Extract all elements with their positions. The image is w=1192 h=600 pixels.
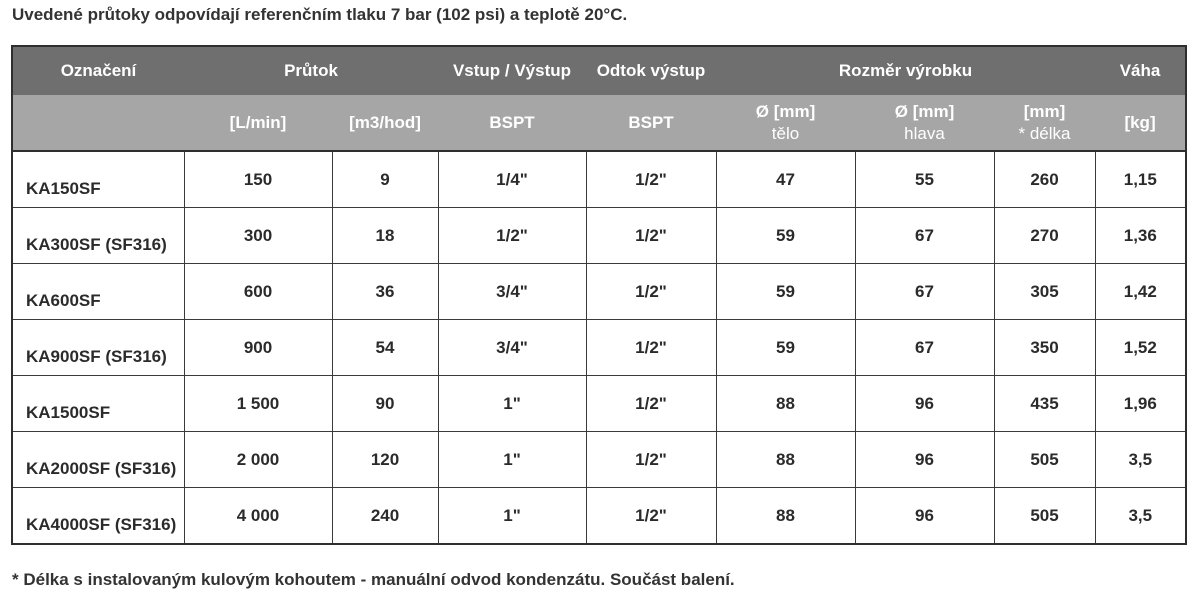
cell-length: 350	[994, 320, 1095, 376]
cell-model: KA1500SF	[12, 376, 184, 432]
cell-body: 88	[716, 376, 855, 432]
cell-drain: 1/2"	[586, 376, 716, 432]
header-empty	[12, 95, 184, 151]
table-header	[12, 46, 1186, 151]
cell-body: 59	[716, 264, 855, 320]
table-body	[12, 151, 1186, 544]
header-body-label: tělo	[771, 123, 800, 143]
cell-model: KA900SF (SF316)	[12, 320, 184, 376]
cell-flow-m3h: 90	[332, 376, 438, 432]
table-row	[12, 320, 1186, 376]
header-length-label: * délka	[1018, 123, 1071, 143]
cell-flow-m3h: 54	[332, 320, 438, 376]
cell-inlet: 3/4"	[438, 320, 586, 376]
cell-weight: 1,96	[1095, 376, 1186, 432]
header-inlet-outlet: Vstup / Výstup	[438, 46, 586, 95]
header-weight-unit: [kg]	[1095, 95, 1186, 151]
table-row	[12, 432, 1186, 488]
header-designation: Označení	[12, 46, 184, 95]
cell-flow-lmin: 300	[184, 208, 332, 264]
intro-note: Uvedené průtoky odpovídají referenčním tlaku 7 bar (102 psi) a teplotě 20°C.	[12, 5, 628, 24]
header-length-unit: [mm]	[1023, 101, 1066, 121]
footnote: * Délka s instalovaným kulovým kohoutem - manuální odvod kondenzátu. Součást balení.	[12, 570, 735, 589]
cell-body: 59	[716, 208, 855, 264]
cell-body: 59	[716, 320, 855, 376]
cell-head: 55	[855, 151, 994, 208]
cell-inlet: 1"	[438, 432, 586, 488]
spec-table	[11, 45, 1187, 545]
header-head	[855, 95, 994, 151]
cell-flow-lmin: 2 000	[184, 432, 332, 488]
table-row	[12, 488, 1186, 545]
header-weight: Váha	[1095, 46, 1186, 95]
header-body-diameter: Ø [mm]	[755, 101, 816, 121]
cell-weight: 1,15	[1095, 151, 1186, 208]
cell-head: 96	[855, 432, 994, 488]
cell-inlet: 1"	[438, 488, 586, 545]
header-flow: Průtok	[184, 46, 438, 95]
cell-flow-m3h: 120	[332, 432, 438, 488]
cell-inlet: 1/2"	[438, 208, 586, 264]
cell-body: 88	[716, 432, 855, 488]
table-row	[12, 151, 1186, 208]
cell-length: 435	[994, 376, 1095, 432]
cell-model: KA150SF	[12, 151, 184, 208]
cell-inlet: 3/4"	[438, 264, 586, 320]
header-flow-m3h: [m3/hod]	[332, 95, 438, 151]
cell-drain: 1/2"	[586, 151, 716, 208]
cell-drain: 1/2"	[586, 488, 716, 545]
header-row-units	[12, 95, 1186, 151]
cell-flow-m3h: 240	[332, 488, 438, 545]
cell-flow-m3h: 18	[332, 208, 438, 264]
cell-flow-m3h: 9	[332, 151, 438, 208]
cell-length: 270	[994, 208, 1095, 264]
header-head-diameter: Ø [mm]	[894, 101, 955, 121]
header-head-label: hlava	[904, 123, 945, 143]
cell-head: 96	[855, 488, 994, 545]
cell-flow-lmin: 600	[184, 264, 332, 320]
cell-body: 47	[716, 151, 855, 208]
cell-head: 67	[855, 264, 994, 320]
cell-body: 88	[716, 488, 855, 545]
table-row	[12, 264, 1186, 320]
cell-inlet: 1/4"	[438, 151, 586, 208]
cell-flow-lmin: 1 500	[184, 376, 332, 432]
header-body	[716, 95, 855, 151]
cell-weight: 3,5	[1095, 432, 1186, 488]
cell-length: 505	[994, 488, 1095, 545]
cell-head: 67	[855, 320, 994, 376]
cell-drain: 1/2"	[586, 320, 716, 376]
cell-flow-lmin: 150	[184, 151, 332, 208]
header-dimensions: Rozměr výrobku	[716, 46, 1095, 95]
header-row-top	[12, 46, 1186, 95]
cell-weight: 1,36	[1095, 208, 1186, 264]
table-row	[12, 208, 1186, 264]
cell-length: 505	[994, 432, 1095, 488]
cell-model: KA300SF (SF316)	[12, 208, 184, 264]
cell-inlet: 1"	[438, 376, 586, 432]
header-inlet-thread: BSPT	[438, 95, 586, 151]
header-length	[994, 95, 1095, 151]
cell-drain: 1/2"	[586, 432, 716, 488]
cell-length: 260	[994, 151, 1095, 208]
cell-head: 96	[855, 376, 994, 432]
cell-length: 305	[994, 264, 1095, 320]
cell-model: KA4000SF (SF316)	[12, 488, 184, 545]
cell-model: KA2000SF (SF316)	[12, 432, 184, 488]
cell-flow-lmin: 4 000	[184, 488, 332, 545]
cell-flow-m3h: 36	[332, 264, 438, 320]
table-row	[12, 376, 1186, 432]
cell-head: 67	[855, 208, 994, 264]
cell-model: KA600SF	[12, 264, 184, 320]
cell-drain: 1/2"	[586, 208, 716, 264]
header-drain-thread: BSPT	[586, 95, 716, 151]
header-flow-lmin: [L/min]	[184, 95, 332, 151]
cell-weight: 1,52	[1095, 320, 1186, 376]
cell-weight: 1,42	[1095, 264, 1186, 320]
header-drain-outlet: Odtok výstup	[586, 46, 716, 95]
cell-flow-lmin: 900	[184, 320, 332, 376]
cell-drain: 1/2"	[586, 264, 716, 320]
cell-weight: 3,5	[1095, 488, 1186, 545]
